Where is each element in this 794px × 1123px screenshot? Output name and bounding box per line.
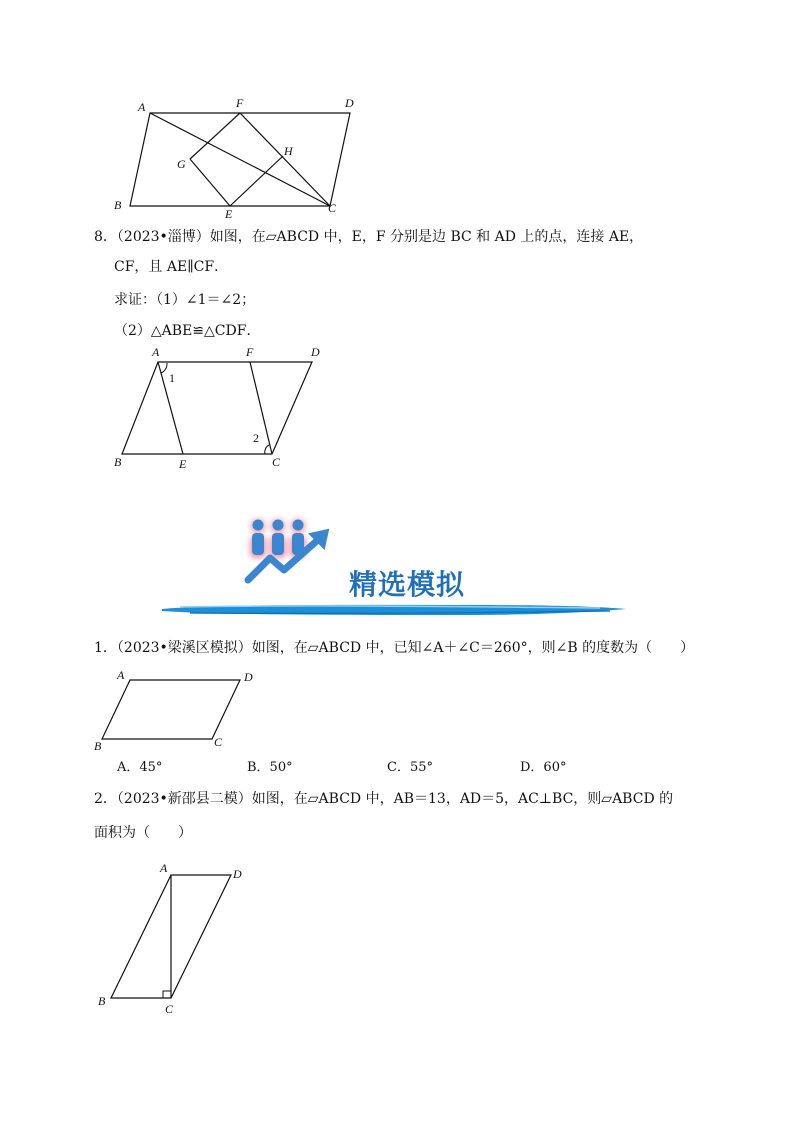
fig8-label-angle-2: 2 — [253, 431, 259, 445]
q8-line-1: 8．（2023•淄博）如图，在▱ABCD 中，E，F 分别是边 BC 和 AD 上的点，连接 AE， — [94, 229, 644, 245]
fig7-label-e: E — [225, 207, 233, 221]
fig7-label-h: H — [284, 144, 293, 158]
m1-stem: 1．（2023•梁溪区模拟）如图，在▱ABCD 中，已知∠A＋∠C＝260°，则∠B 的度数为（ ） — [94, 640, 695, 656]
q8-line-4: （2）△ABE≌△CDF． — [114, 323, 261, 339]
fig7-label-a: A — [138, 100, 146, 114]
fig8-label-angle-1: 1 — [169, 371, 175, 385]
figure-m2 — [92, 858, 262, 1018]
parallelogram-abcd — [122, 362, 312, 454]
m2-line-2: 面积为（ ） — [94, 825, 192, 841]
fig8-label-e: E — [179, 457, 187, 471]
fig7-label-f: F — [236, 96, 244, 110]
fig8-label-f: F — [246, 345, 254, 359]
m2-line-1: 2．（2023•新邵县二模）如图，在▱ABCD 中，AB＝13，AD＝5，AC⊥BC，则▱ABCD 的 — [94, 791, 674, 807]
angle-2-arc — [265, 445, 269, 454]
section-brush-stroke — [160, 600, 630, 620]
segment-eh — [230, 156, 283, 206]
people-growth-arrow-icon — [248, 519, 328, 580]
fig8-label-b: B — [114, 455, 122, 469]
m1-option-b[interactable]: B．50° — [247, 760, 293, 775]
m2-label-d: D — [233, 867, 242, 881]
fig8-label-a: A — [152, 345, 160, 359]
q8-line-3: 求证：（1）∠1＝∠2； — [114, 292, 256, 308]
m2-label-b: B — [98, 994, 106, 1008]
m1-option-c[interactable]: C．55° — [387, 760, 433, 775]
right-angle-mark — [163, 991, 171, 998]
figure-m1 — [90, 666, 270, 756]
fig7-label-b: B — [114, 198, 122, 212]
section-banner-icon — [238, 512, 338, 592]
section-title: 精选模拟 — [349, 568, 466, 601]
segment-fg — [190, 113, 240, 159]
m1-option-a[interactable]: A．45° — [117, 760, 163, 775]
parallelogram-abcd — [102, 680, 240, 739]
segment-cf — [240, 113, 330, 206]
fig8-label-c: C — [272, 455, 281, 469]
figure-q7 — [100, 92, 380, 222]
fig7-label-g: G — [177, 157, 186, 171]
m1-option-d[interactable]: D．60° — [520, 760, 567, 775]
m2-label-a: A — [160, 861, 168, 875]
m1-label-c: C — [214, 735, 223, 749]
fig8-label-d: D — [311, 345, 320, 359]
q8-line-2: CF，且 AE∥CF． — [114, 259, 229, 275]
figure-q8 — [105, 342, 345, 472]
m1-label-b: B — [94, 739, 102, 753]
m1-label-d: D — [244, 670, 253, 684]
segment-ge — [190, 159, 230, 206]
fig7-label-c: C — [328, 201, 337, 215]
fig7-label-d: D — [345, 96, 354, 110]
m1-label-a: A — [117, 668, 125, 682]
m2-label-c: C — [165, 1002, 174, 1016]
angle-1-arc — [161, 363, 167, 373]
